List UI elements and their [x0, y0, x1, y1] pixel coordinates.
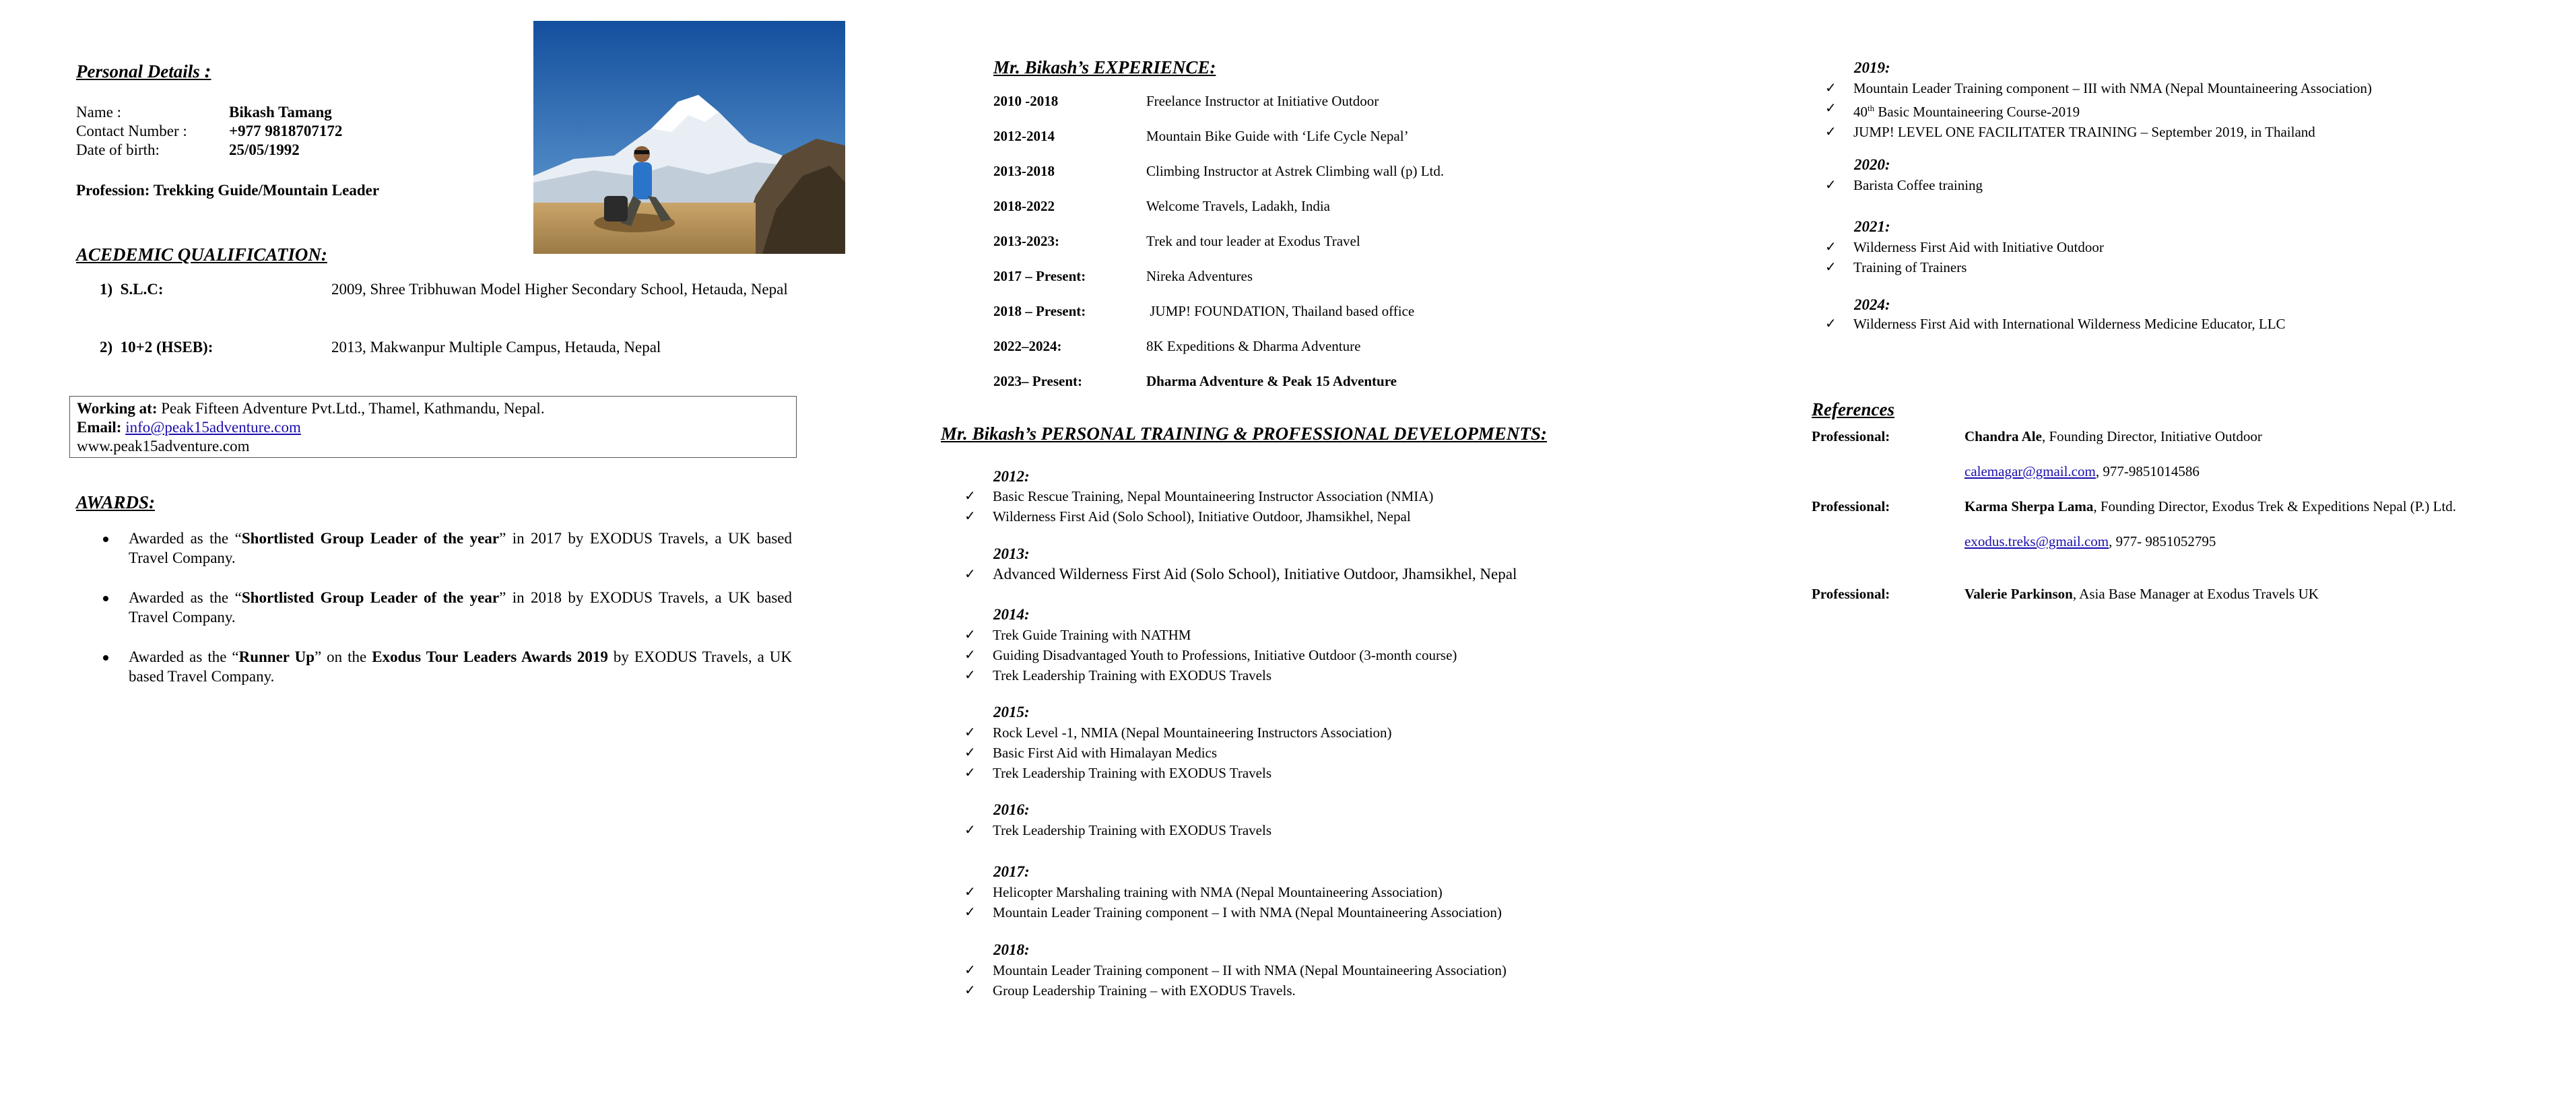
training-item: ✓ Basic Rescue Training, Nepal Mountaineering Instructor Association (NMIA)	[964, 488, 1434, 504]
training-list	[964, 820, 1272, 840]
work-email-link[interactable]: info@peak15adventure.com	[125, 419, 301, 436]
training-year: 2018:	[993, 941, 1030, 958]
page-3	[1717, 0, 2576, 1111]
training-item: ✓ Basic First Aid with Himalayan Medics	[964, 745, 1218, 761]
page-1	[0, 0, 855, 1111]
experience-row: 2013-2023: Trek and tour leader at Exodus Travel	[993, 233, 1360, 249]
award-item: Awarded as the “Shortlisted Group Leader of the year” in 2018 by EXODUS Travels, a UK based Travel Company.	[76, 588, 792, 627]
reference-row: Professional: Chandra Ale, Founding Director, Initiative Outdoor	[1812, 428, 2262, 444]
training-item: ✓ Trek Guide Training with NATHM	[964, 627, 1191, 643]
training-year: 2017:	[993, 863, 1030, 880]
profile-photo	[533, 21, 845, 254]
training-list	[964, 722, 1392, 783]
training-year: 2020:	[1854, 156, 1890, 173]
reference-email-link[interactable]: calemagar@gmail.com	[1964, 463, 2096, 479]
training-item: ✓ Training of Trainers	[1825, 259, 1967, 275]
reference-contact: calemagar@gmail.com, 977-9851014586	[1964, 463, 2200, 479]
training-item: ✓ JUMP! LEVEL ONE FACILITATER TRAINING – September 2019, in Thailand	[1825, 124, 2315, 140]
academic-item-2-label: 2) 10+2 (HSEB):	[100, 339, 213, 356]
dob-label: Date of birth:	[76, 141, 160, 158]
experience-row: 2012-2014 Mountain Bike Guide with ‘Life Cycle Nepal’	[993, 128, 1409, 144]
name-value: Bikash Tamang	[229, 104, 332, 121]
training-item: ✓ Group Leadership Training – with EXODUS Travels.	[964, 982, 1296, 999]
training-list	[1825, 78, 2372, 142]
training-year: 2013:	[993, 545, 1030, 562]
name-label: Name :	[76, 104, 122, 121]
training-year: 2024:	[1854, 296, 1890, 313]
email-line: Email: info@peak15adventure.com	[77, 419, 301, 436]
training-year: 2019:	[1854, 59, 1890, 76]
experience-row: 2018-2022 Welcome Travels, Ladakh, India	[993, 198, 1330, 214]
training-item: ✓ Mountain Leader Training component – I with NMA (Nepal Mountaineering Association)	[964, 904, 1502, 920]
award-item: Awarded as the “Shortlisted Group Leader of the year” in 2017 by EXODUS Travels, a UK based Travel Company.	[76, 529, 792, 568]
training-item: ✓ Mountain Leader Training component – II with NMA (Nepal Mountaineering Association)	[964, 962, 1507, 978]
training-list	[964, 960, 1507, 1001]
training-item: ✓ Mountain Leader Training component – III with NMA (Nepal Mountaineering Association)	[1825, 80, 2372, 96]
training-list	[1825, 237, 2104, 277]
training-year: 2016:	[993, 801, 1030, 818]
academic-item-1-value: 2009, Shree Tribhuwan Model Higher Secondary School, Hetauda, Nepal	[331, 281, 788, 298]
website: www.peak15adventure.com	[77, 438, 250, 454]
training-item: ✓ Trek Leadership Training with EXODUS Travels	[964, 667, 1272, 683]
experience-row: 2017 – Present: Nireka Adventures	[993, 268, 1253, 284]
training-item: ✓ Barista Coffee training	[1825, 177, 1983, 193]
experience-heading: Mr. Bikash’s EXPERIENCE:	[993, 57, 1216, 77]
training-list	[964, 564, 1517, 584]
experience-row: 2010 -2018 Freelance Instructor at Initiative Outdoor	[993, 93, 1379, 109]
training-list	[1825, 175, 1983, 195]
page-2	[859, 0, 1714, 1111]
training-year: 2012:	[993, 468, 1030, 485]
training-list	[964, 486, 1433, 527]
profession: Profession: Trekking Guide/Mountain Leader	[76, 182, 380, 199]
working-at: Working at: Peak Fifteen Adventure Pvt.Ltd., Thamel, Kathmandu, Nepal.	[77, 400, 545, 417]
training-item: ✓ Wilderness First Aid with Initiative Outdoor	[1825, 239, 2104, 255]
reference-contact: exodus.treks@gmail.com, 977- 9851052795	[1964, 533, 2216, 549]
training-heading: Mr. Bikash’s PERSONAL TRAINING & PROFESSIONAL DEVELOPMENTS:	[941, 424, 1547, 444]
reference-email-link[interactable]: exodus.treks@gmail.com	[1964, 533, 2109, 549]
training-item: ✓ Helicopter Marshaling training with NMA (Nepal Mountaineering Association)	[964, 884, 1443, 900]
academic-heading: ACEDEMIC QUALIFICATION:	[76, 244, 327, 265]
experience-row: 2023– Present: Dharma Adventure & Peak 15 Adventure	[993, 373, 1397, 389]
experience-row: 2018 – Present: JUMP! FOUNDATION, Thailand based office	[993, 303, 1415, 319]
award-item: Awarded as the “Runner Up” on the Exodus Tour Leaders Awards 2019 by EXODUS Travels, a UK based Travel Company.	[76, 647, 792, 686]
personal-details-heading: Personal Details :	[76, 60, 211, 82]
awards-heading: AWARDS:	[76, 492, 156, 512]
training-item: ✓ Rock Level -1, NMIA (Nepal Mountaineering Instructors Association)	[964, 725, 1392, 741]
training-year: 2021:	[1854, 218, 1890, 235]
work-info-box	[69, 396, 797, 458]
academic-item-2-value: 2013, Makwanpur Multiple Campus, Hetauda, Nepal	[331, 339, 661, 356]
training-item: ✓ Guiding Disadvantaged Youth to Professions, Initiative Outdoor (3-month course)	[964, 647, 1457, 663]
training-list	[964, 625, 1457, 685]
training-item: ✓ Wilderness First Aid (Solo School), Initiative Outdoor, Jhamsikhel, Nepal	[964, 508, 1411, 525]
training-list	[1825, 314, 2286, 334]
references-heading: References	[1812, 399, 1894, 419]
training-item: ✓ Wilderness First Aid with International Wilderness Medicine Educator, LLC	[1825, 316, 2286, 332]
training-list	[964, 882, 1502, 922]
training-item: ✓ 40th Basic Mountaineering Course-2019	[1825, 101, 2080, 120]
contact-label: Contact Number :	[76, 123, 187, 139]
reference-row: Professional: Karma Sherpa Lama, Founding Director, Exodus Trek & Expeditions Nepal (P.) Ltd.	[1812, 498, 2457, 514]
contact-value: +977 9818707172	[229, 123, 343, 139]
dob-value: 25/05/1992	[229, 141, 300, 158]
training-item: ✓ Trek Leadership Training with EXODUS Travels	[964, 822, 1272, 838]
awards-list	[76, 529, 792, 706]
training-year: 2015:	[993, 704, 1030, 720]
academic-item-1-label: 1) S.L.C:	[100, 281, 164, 298]
experience-row: 2022–2024: 8K Expeditions & Dharma Adventure	[993, 338, 1361, 354]
training-year: 2014:	[993, 606, 1030, 623]
reference-row: Professional: Valerie Parkinson, Asia Base Manager at Exodus Travels UK	[1812, 586, 2319, 602]
training-item: ✓ Trek Leadership Training with EXODUS Travels	[964, 765, 1272, 781]
training-item: ✓ Advanced Wilderness First Aid (Solo School), Initiative Outdoor, Jhamsikhel, Nepal	[964, 566, 1517, 582]
experience-row: 2013-2018 Climbing Instructor at Astrek Climbing wall (p) Ltd.	[993, 163, 1445, 179]
